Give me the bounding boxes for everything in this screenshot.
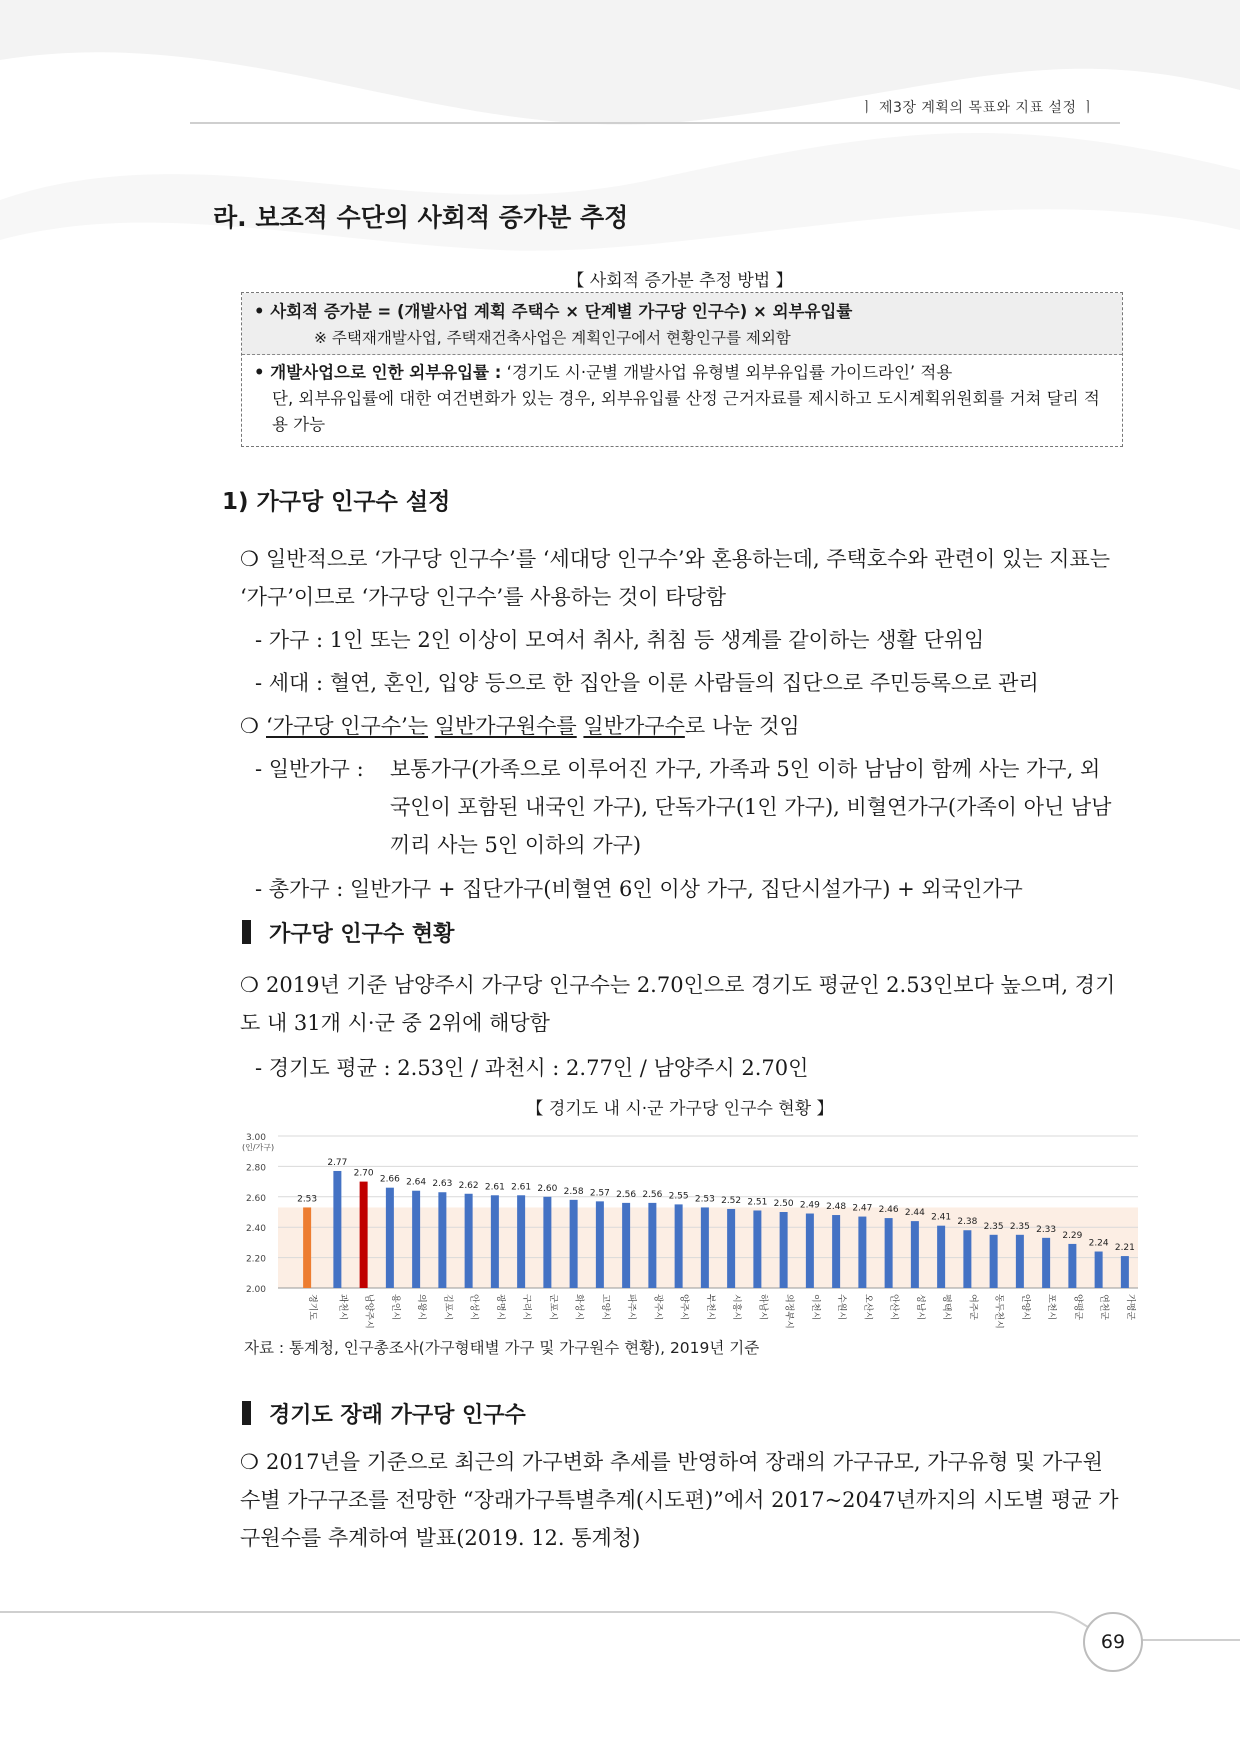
formula-note: ※ 주택재개발사업, 주택재건축사업은 계획인구에서 현황인구를 제외함 xyxy=(314,329,791,347)
data-label: 2.47 xyxy=(852,1203,873,1214)
general-household-label: - 일반가구 : xyxy=(255,757,364,781)
bar xyxy=(675,1204,683,1288)
circle-bullet-icon: ❍ xyxy=(240,1450,259,1474)
bar xyxy=(360,1182,368,1288)
data-label: 2.56 xyxy=(616,1189,637,1200)
bar xyxy=(543,1197,551,1288)
x-tick-label: 경기도 xyxy=(307,1294,318,1321)
data-label: 2.53 xyxy=(694,1194,715,1205)
bar xyxy=(701,1207,709,1288)
x-tick-label: 가평군 xyxy=(1124,1294,1135,1321)
bar xyxy=(517,1195,525,1288)
x-tick-label: 광명시 xyxy=(494,1294,505,1321)
data-label: 2.51 xyxy=(747,1197,768,1208)
x-tick-label: 남양주시 xyxy=(363,1294,374,1329)
x-tick-label: 하남시 xyxy=(757,1294,768,1321)
definition-family-unit: - 세대 : 혈연, 혼인, 입양 등으로 한 집안을 이룬 사람들의 집단으로 주민등록으로 관리 xyxy=(255,671,1039,695)
x-tick-label: 양평군 xyxy=(1072,1294,1083,1321)
bar xyxy=(386,1188,394,1288)
household-size-bar-chart xyxy=(240,1118,1140,1336)
definition-household: - 가구 : 1인 또는 2인 이상이 모여서 취사, 취침 등 생계를 같이하는 생활 단위임 xyxy=(255,628,985,652)
definition-total-household: - 총가구 : 일반가구 + 집단가구(비혈연 6인 이상 가구, 집단시설가구) + 외국인가구 xyxy=(255,877,1023,901)
bar xyxy=(727,1209,735,1288)
x-tick-label: 화성시 xyxy=(573,1294,584,1321)
bar xyxy=(465,1194,473,1288)
data-label: 2.29 xyxy=(1062,1230,1083,1241)
header-divider xyxy=(190,122,1120,124)
data-label: 2.35 xyxy=(1009,1221,1030,1232)
paragraph-2-rest: 로 나눈 것임 xyxy=(684,714,800,738)
y-tick-label: 2.20 xyxy=(245,1254,266,1265)
x-tick-label: 군포시 xyxy=(547,1294,558,1321)
bar xyxy=(1042,1238,1050,1288)
y-tick-label: 2.40 xyxy=(245,1224,266,1235)
x-tick-label: 평택시 xyxy=(941,1294,952,1321)
x-tick-label: 의정부시 xyxy=(783,1294,794,1329)
x-tick-label: 연천군 xyxy=(1098,1294,1109,1321)
section-title: 라. 보조적 수단의 사회적 증가분 추정 xyxy=(213,203,629,232)
x-tick-label: 포천시 xyxy=(1046,1294,1057,1321)
bar xyxy=(303,1207,311,1288)
bar xyxy=(438,1192,446,1288)
average-summary: - 경기도 평균 : 2.53인 / 과천시 : 2.77인 / 남양주시 2.70인 xyxy=(255,1056,809,1080)
circle-bullet-icon: ❍ xyxy=(240,973,259,997)
data-label: 2.66 xyxy=(379,1174,400,1185)
x-tick-label: 광주시 xyxy=(652,1294,663,1321)
x-tick-label: 오산시 xyxy=(862,1294,873,1321)
paragraph-2 xyxy=(240,707,1120,745)
heading-future-projection: 경기도 장래 가구당 인구수 xyxy=(242,1398,526,1429)
bar xyxy=(570,1200,578,1288)
data-label: 2.64 xyxy=(406,1177,427,1188)
x-tick-label: 성남시 xyxy=(914,1294,925,1321)
data-label: 2.52 xyxy=(721,1195,742,1206)
bar xyxy=(1095,1252,1103,1288)
bar xyxy=(753,1210,761,1288)
method-box xyxy=(241,292,1123,447)
y-tick-label: 2.00 xyxy=(245,1285,266,1295)
y-tick-label: 2.60 xyxy=(245,1193,266,1204)
underline-phrase-3: 일반가구수 xyxy=(583,714,685,738)
x-tick-label: 이천시 xyxy=(809,1294,820,1321)
chart-source: 자료 : 통계청, 인구총조사(가구형태별 가구 및 가구원수 현황), 2019년 기준 xyxy=(244,1339,760,1357)
x-tick-label: 의왕시 xyxy=(416,1294,427,1321)
x-tick-label: 김포시 xyxy=(442,1294,453,1321)
y-tick-label: 2.80 xyxy=(245,1163,266,1174)
bar xyxy=(937,1226,945,1288)
x-tick-label: 동두천시 xyxy=(993,1294,1004,1329)
data-label: 2.70 xyxy=(353,1168,374,1179)
data-label: 2.63 xyxy=(432,1179,453,1190)
bar xyxy=(622,1203,630,1288)
bar xyxy=(1121,1256,1129,1288)
running-header: ㅣ 제3장 계획의 목표와 지표 설정 ㅣ xyxy=(860,100,1096,116)
x-tick-label: 여주군 xyxy=(967,1294,978,1321)
x-tick-label: 수원시 xyxy=(836,1294,847,1321)
y-unit-label: (인/가구) xyxy=(242,1143,275,1152)
circle-bullet-icon: ❍ xyxy=(240,547,259,571)
bar xyxy=(596,1201,604,1288)
bar xyxy=(963,1230,971,1288)
x-tick-label: 부천시 xyxy=(704,1294,715,1321)
x-tick-label: 과천시 xyxy=(337,1294,348,1321)
inflow-label: • 개발사업으로 인한 외부유입률 : xyxy=(254,363,502,382)
method-box-caption: 【 사회적 증가분 추정 방법 】 xyxy=(567,271,793,291)
data-label: 2.35 xyxy=(983,1221,1004,1232)
data-label: 2.60 xyxy=(537,1183,558,1194)
x-tick-label: 양주시 xyxy=(678,1294,689,1321)
x-tick-label: 안성시 xyxy=(468,1294,479,1321)
paragraph-1-text: 일반적으로 ‘가구당 인구수’를 ‘세대당 인구수’와 혼용하는데, 주택호수와 관련이 있는 지표는 ‘가구’이므로 ‘가구당 인구수’를 사용하는 것이 타당함 xyxy=(240,547,1111,609)
bar xyxy=(1016,1235,1024,1288)
bar xyxy=(911,1221,919,1288)
circle-bullet-icon: ❍ xyxy=(240,714,259,738)
data-label: 2.38 xyxy=(957,1217,978,1228)
data-label: 2.53 xyxy=(297,1194,318,1205)
x-tick-label: 용인시 xyxy=(389,1294,400,1321)
data-label: 2.50 xyxy=(773,1199,794,1209)
definition-general-household xyxy=(255,750,1120,864)
bar xyxy=(885,1218,893,1288)
data-label: 2.77 xyxy=(327,1157,348,1168)
data-label: 2.41 xyxy=(931,1212,952,1223)
data-label: 2.58 xyxy=(563,1186,584,1197)
general-household-text: 보통가구(가족으로 이루어진 가구, 가족과 5인 이하 남남이 함께 사는 가구, 외국인이 포함된 내국인 가구), 단독가구(1인 가구), 비혈연가구(가족이 아닌 남남끼리 사는 5인 이하의 가구) xyxy=(390,757,1112,857)
underline-phrase-2: 일반가구원수를 xyxy=(434,714,577,738)
data-label: 2.46 xyxy=(878,1205,899,1216)
inflow-line xyxy=(254,360,1110,386)
data-label: 2.57 xyxy=(589,1188,610,1199)
bar xyxy=(491,1195,499,1288)
paragraph-4-text: 2017년을 기준으로 최근의 가구변화 추세를 반영하여 장래의 가구규모, 가구유형 및 가구원수별 가구구조를 전망한 “장래가구특별추계(시도편)”에서 2017~2047년까지의 시도별 평균 가구원수를 추계하여 발표(2019. 12. 통계청) xyxy=(240,1450,1119,1550)
data-label: 2.21 xyxy=(1114,1243,1135,1254)
paragraph-4 xyxy=(240,1443,1120,1557)
data-label: 2.62 xyxy=(458,1180,479,1191)
block-marker-icon xyxy=(242,920,251,944)
data-label: 2.61 xyxy=(511,1182,532,1193)
data-label: 2.61 xyxy=(484,1182,505,1193)
bar xyxy=(806,1214,814,1288)
heading-current-status: 가구당 인구수 현황 xyxy=(242,917,454,948)
data-label: 2.48 xyxy=(826,1202,847,1213)
inflow-text: ‘경기도 시·군별 개발사업 유형별 외부유입률 가이드라인’ 적용 xyxy=(506,363,953,382)
data-label: 2.49 xyxy=(799,1200,820,1211)
paragraph-3 xyxy=(240,966,1120,1042)
data-label: 2.33 xyxy=(1036,1224,1057,1235)
block-marker-icon xyxy=(242,1401,251,1425)
paragraph-1 xyxy=(240,540,1120,616)
data-label: 2.55 xyxy=(668,1191,689,1202)
x-tick-label: 안산시 xyxy=(888,1294,899,1321)
bar xyxy=(648,1203,656,1288)
x-tick-label: 구리시 xyxy=(521,1294,532,1321)
bar xyxy=(832,1215,840,1288)
bar xyxy=(858,1217,866,1288)
x-tick-label: 시흥시 xyxy=(731,1294,742,1321)
y-tick-label: 3.00 xyxy=(245,1133,266,1143)
data-label: 2.24 xyxy=(1088,1238,1109,1249)
bar xyxy=(990,1235,998,1288)
data-label: 2.44 xyxy=(904,1208,925,1219)
paragraph-3-text: 2019년 기준 남양주시 가구당 인구수는 2.70인으로 경기도 평균인 2.53인보다 높으며, 경기도 내 31개 시·군 중 2위에 해당함 xyxy=(240,973,1116,1035)
bar xyxy=(333,1171,341,1288)
underline-phrase-1: ‘가구당 인구수’는 xyxy=(266,714,429,738)
x-tick-label: 안양시 xyxy=(1019,1294,1030,1321)
x-tick-label: 고양시 xyxy=(599,1294,610,1321)
chart-title: 【 경기도 내 시·군 가구당 인구수 현황 】 xyxy=(526,1099,834,1119)
bar xyxy=(412,1191,420,1288)
data-label: 2.56 xyxy=(642,1189,663,1200)
formula-line: • 사회적 증가분 = (개발사업 계획 주택수 × 단계별 가구당 인구수) × 외부유입률 xyxy=(254,302,853,321)
page-number: 69 xyxy=(1083,1612,1143,1672)
inflow-continuation: 단, 외부유입률에 대한 여건변화가 있는 경우, 외부유입률 산정 근거자료를 제시하고 도시계획위원회를 거쳐 달리 적용 가능 xyxy=(272,389,1100,434)
bar xyxy=(1068,1244,1076,1288)
bar xyxy=(780,1212,788,1288)
x-tick-label: 파주시 xyxy=(626,1294,637,1321)
subsection-title: 1) 가구당 인구수 설정 xyxy=(222,489,451,515)
